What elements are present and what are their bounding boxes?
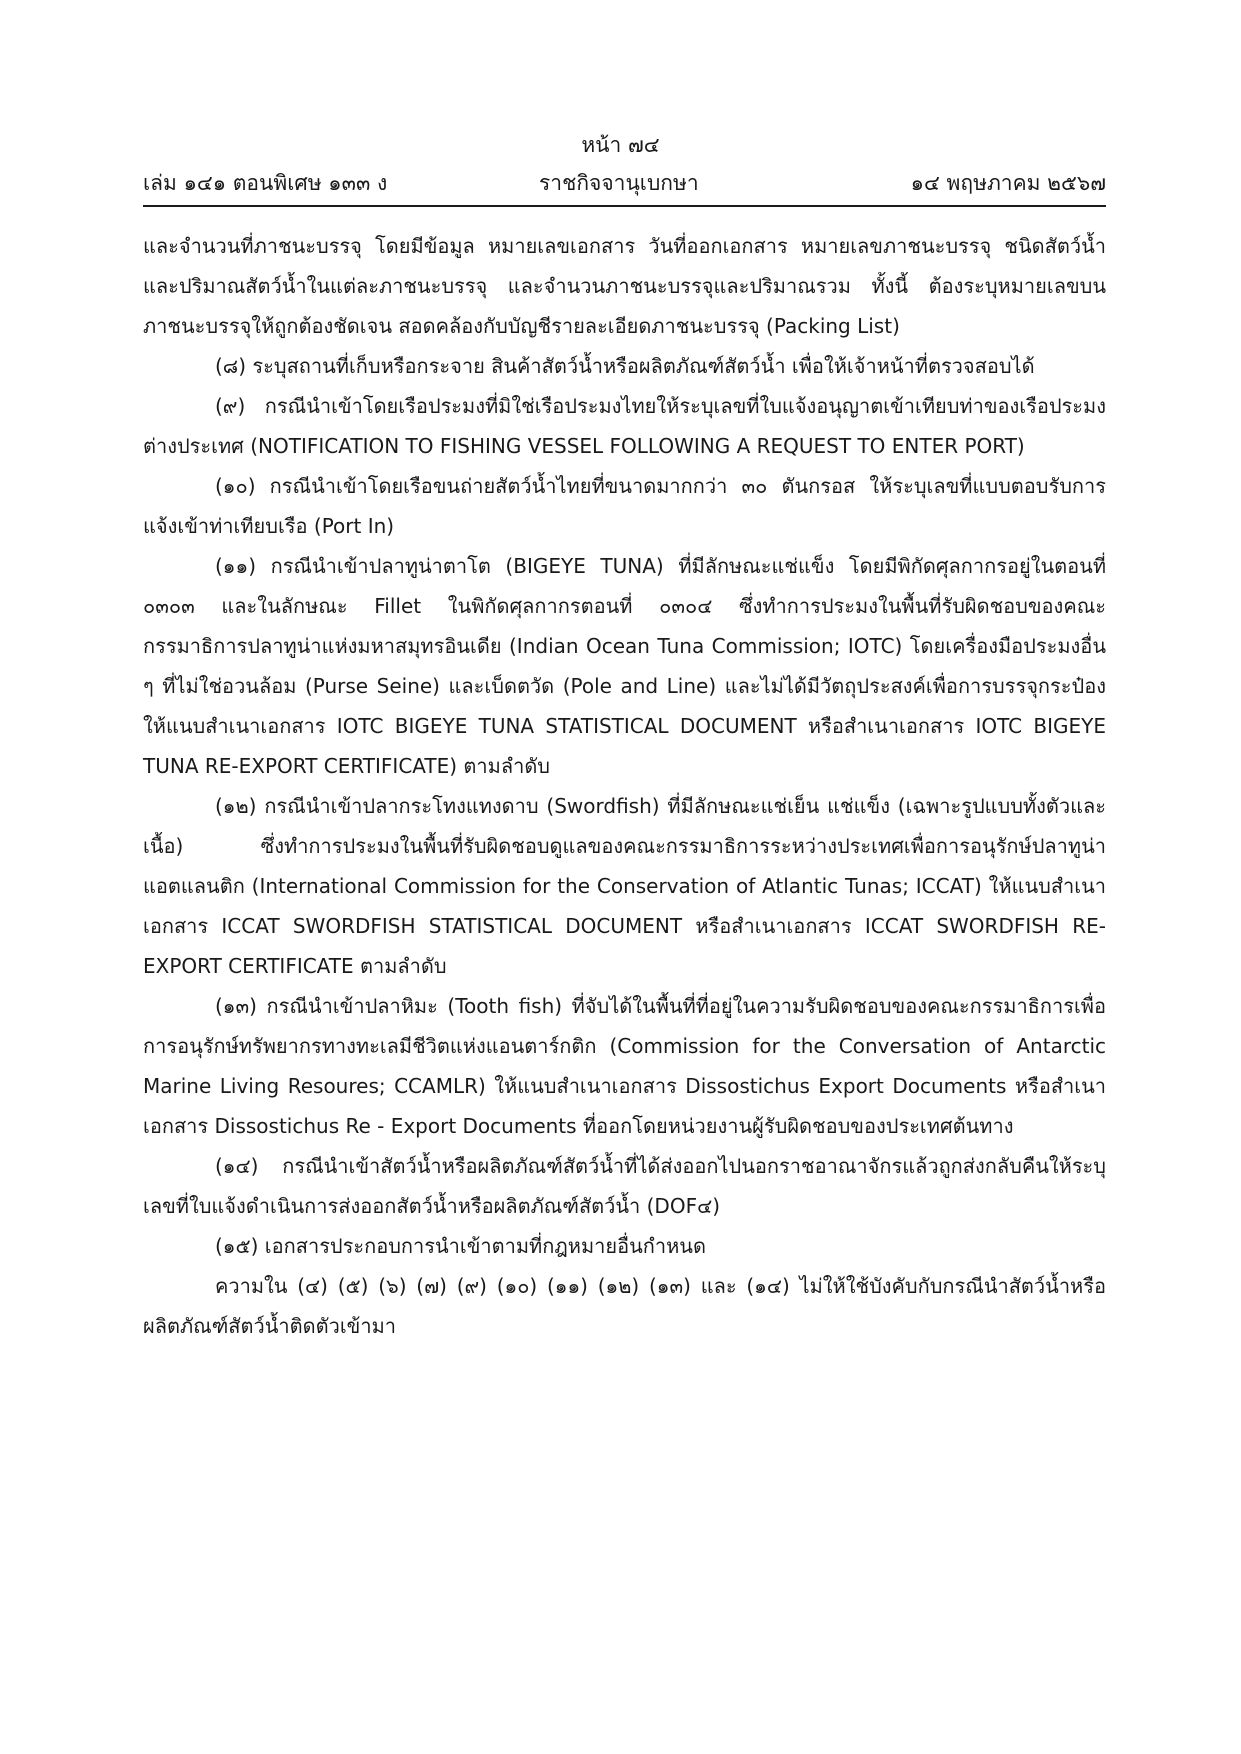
paragraph-item-11: (๑๑) กรณีนำเข้าปลาทูน่าตาโต (BIGEYE TUNA) ที่มีลักษณะแช่แข็ง โดยมีพิกัดศุลกากรอยู่ในตอนที่ ๐๓๐๓ และในลักษณะ Fillet ในพิกัดศุลกากรตอนที่ ๐๓๐๔ ซึ่งทำการประมงในพื้นที่รับผิดชอบของคณะกรรมาธิการปลาทูน่าแห่งมหาสมุทรอินเดีย (Indian Ocean Tuna Commission; IOTC) โดยเครื่องมือประมงอื่น ๆ ที่ไม่ใช่อวนล้อม (Purse Seine) และเบ็ดตวัด (Pole and Line) และไม่ได้มีวัตถุประสงค์เพื่อการบรรจุกระป๋อง ให้แนบสำเนาเอกสาร IOTC BIGEYE TUNA STATISTICAL DOCUMENT หรือสำเนาเอกสาร IOTC BIGEYE TUNA RE-EXPORT CERTIFICATE) ตามลำดับ — [143, 554, 1107, 778]
paragraph-item-10: (๑๐) กรณีนำเข้าโดยเรือขนถ่ายสัตว์น้ำไทยที่ขนาดมากกว่า ๓๐ ตันกรอส ให้ระบุเลขที่แบบตอบรับการแจ้งเข้าท่าเทียบเรือ (Port In) — [143, 474, 1106, 538]
page-number: หน้า ๗๔ — [581, 133, 660, 157]
paragraph-continuation: และจำนวนที่ภาชนะบรรจุ โดยมีข้อมูล หมายเลขเอกสาร วันที่ออกเอกสาร หมายเลขภาชนะบรรจุ ชนิดสัตว์น้ำและปริมาณสัตว์น้ำในแต่ละภาชนะบรรจุ และจำนวนภาชนะบรรจุและปริมาณรวม ทั้งนี้ ต้องระบุหมายเลขบนภาชนะบรรจุให้ถูกต้องชัดเจน สอดคล้องกับบัญชีรายละเอียดภาชนะบรรจุ (Packing List) — [143, 234, 1106, 338]
volume-issue: เล่ม ๑๔๑ ตอนพิเศษ ๑๓๓ ง — [143, 171, 388, 195]
paragraph-item-15: (๑๕) เอกสารประกอบการนำเข้าตามที่กฎหมายอื่นกำหนด — [215, 1234, 706, 1258]
header-divider — [143, 205, 1106, 207]
publication-name: ราชกิจจานุเบกษา — [539, 171, 699, 195]
paragraph-item-14: (๑๔) กรณีนำเข้าสัตว์น้ำหรือผลิตภัณฑ์สัตว์น้ำที่ได้ส่งออกไปนอกราชอาณาจักรแล้วถูกส่งกลับคืนให้ระบุเลขที่ใบแจ้งดำเนินการส่งออกสัตว์น้ำหรือผลิตภัณฑ์สัตว์น้ำ (DOF๔) — [143, 1154, 1106, 1218]
document-body — [143, 226, 1106, 1346]
paragraph-item-12: (๑๒) กรณีนำเข้าปลากระโทงแทงดาบ (Swordfish) ที่มีลักษณะแช่เย็น แช่แข็ง (เฉพาะรูปแบบทั้งตัวและเนื้อ) ซึ่งทำการประมงในพื้นที่รับผิดชอบดูแลของคณะกรรมาธิการระหว่างประเทศเพื่อการอนุรักษ์ปลาทูน่าแอตแลนติก (International Commission for the Conservation of Atlantic Tunas; ICCAT) ให้แนบสำเนาเอกสาร ICCAT SWORDFISH STATISTICAL DOCUMENT หรือสำเนาเอกสาร ICCAT SWORDFISH RE-EXPORT CERTIFICATE ตามลำดับ — [143, 794, 1106, 978]
gazette-header — [143, 168, 1106, 202]
paragraph-item-13: (๑๓) กรณีนำเข้าปลาหิมะ (Tooth fish) ที่จับได้ในพื้นที่ที่อยู่ในความรับผิดชอบของคณะกรรมาธิการเพื่อการอนุรักษ์ทรัพยากรทางทะเลมีชีวิตแห่งแอนตาร์กติก (Commission for the Conversation of Antarctic Marine Living Resoures; CCAMLR) ให้แนบสำเนาเอกสาร Dissostichus Export Documents หรือสำเนาเอกสาร Dissostichus Re - Export Documents ที่ออกโดยหน่วยงานผู้รับผิดชอบของประเทศต้นทาง — [143, 994, 1106, 1138]
publication-date: ๑๔ พฤษภาคม ๒๕๖๗ — [910, 171, 1106, 195]
paragraph-exemption: ความใน (๔) (๕) (๖) (๗) (๙) (๑๐) (๑๑) (๑๒) (๑๓) และ (๑๔) ไม่ให้ใช้บังคับกับกรณีนำสัตว์น้ำหรือผลิตภัณฑ์สัตว์น้ำติดตัวเข้ามา — [143, 1274, 1106, 1338]
paragraph-item-8: (๘) ระบุสถานที่เก็บหรือกระจาย สินค้าสัตว์น้ำหรือผลิตภัณฑ์สัตว์น้ำ เพื่อให้เจ้าหน้าที่ตรวจสอบได้ — [215, 354, 1035, 378]
paragraph-item-9: (๙) กรณีนำเข้าโดยเรือประมงที่มิใช่เรือประมงไทยให้ระบุเลขที่ใบแจ้งอนุญาตเข้าเทียบท่าของเรือประมงต่างประเทศ (NOTIFICATION TO FISHING VESSEL FOLLOWING A REQUEST TO ENTER PORT) — [143, 394, 1106, 458]
